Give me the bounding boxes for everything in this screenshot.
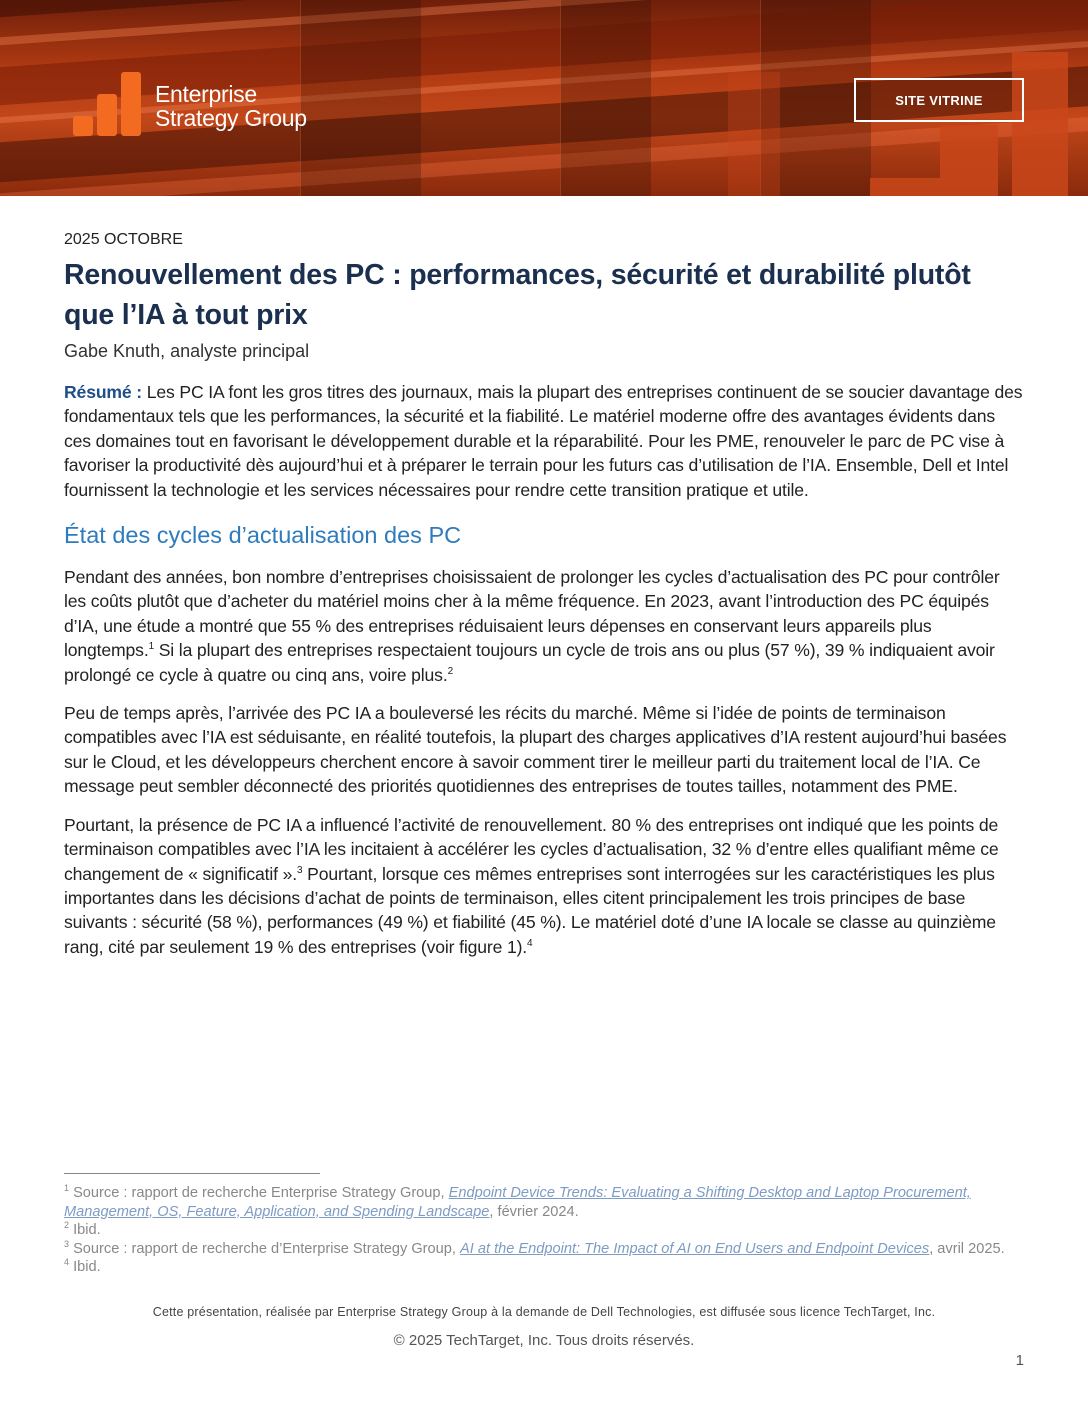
footnote-text: Source : rapport de recherche d’Enterprise Strategy Group, — [69, 1240, 461, 1257]
footnote-number: 2 — [64, 1220, 70, 1231]
bar-chart-logo-icon — [73, 72, 143, 136]
paragraph-2: Peu de temps après, l’arrivée des PC IA a bouleversé les récits du marché. Même si l’idée de points de terminaison compatibles avec l’IA est séduisante, en réalité toutefois, la plupart des charges applicatives d’IA restent aujourd’hui basées sur le Cloud, et les développeurs cherchent encore à savoir comment tirer le meilleur parti du traitement local de l’IA. Ce message peut sembler déconnecté des priorités quotidiennes des entreprises de toutes tailles, notamment des PME. — [64, 703, 1007, 797]
footnote-number: 4 — [64, 1257, 70, 1268]
banner-bar — [1012, 52, 1068, 196]
paragraph-text: Pourtant, la présence de PC IA a influencé l’activité de renouvellement. 80 % des entreprises ont indiqué que les points de terminaison compatibles avec l’IA les incitaient à accélérer les cycles d’actualisation, 32 % d’entre elles qualifiant même ce changement de « significatif ». — [64, 814, 999, 884]
banner-bar — [940, 125, 998, 196]
footnote-ref[interactable]: 4 — [527, 937, 533, 949]
logo-line-1: Enterprise — [155, 81, 257, 107]
footnote-link[interactable]: Endpoint Device Trends: Evaluating a Shifting Desktop and Laptop Procurement, Management, OS, Feature, Application, and Spending Landscape — [64, 1185, 971, 1220]
paragraph-text: Pendant des années, bon nombre d’entreprises choisissaient de prolonger les cycles d’actualisation des PC pour contrôler les coûts plutôt que d’acheter du matériel moins cher à la même fréquence. En 2023, avant l’introduction des PC équipés d’IA, une étude a montré que 55 % des entreprises réduisaient leurs dépenses en conservant leurs appareils plus longtemps. — [64, 567, 1000, 661]
banner-panel — [300, 0, 421, 196]
site-vitrine-badge[interactable]: SITE VITRINE — [854, 78, 1024, 122]
paragraph-1 — [64, 565, 1024, 687]
footnote-ref[interactable]: 2 — [447, 665, 453, 677]
publication-date: 2025 OCTOBRE — [64, 231, 183, 248]
footnote-item — [64, 1240, 1024, 1259]
paragraph-text: Si la plupart des entreprises respectaient toujours un cycle de trois ans ou plus (57 %), 39 % indiquaient avoir prolongé ce cycle à quatre ou cinq ans, voire plus. — [64, 640, 995, 685]
footnote-item — [64, 1221, 1024, 1240]
footnote-item — [64, 1258, 1024, 1277]
footnote-ref[interactable]: 3 — [297, 864, 303, 876]
footnote-link[interactable]: AI at the Endpoint: The Impact of AI on End Users and Endpoint Devices — [460, 1240, 930, 1257]
paragraph-text: Pourtant, lorsque ces mêmes entreprises sont interrogées sur les caractéristiques les plus importantes dans les décisions d’achat de points de terminaison, elles citent principalement les trois principes de base suivants : sécurité (58 %), performances (49 %) et fiabilité (45 %). Le matériel doté d’une IA locale se classe au quinzième rang, cité par seulement 19 % des entreprises (voir figure 1). — [64, 863, 996, 957]
paragraph-3 — [64, 813, 1024, 959]
footnote-item — [64, 1184, 1024, 1221]
logo-wordmark — [155, 82, 307, 136]
page-title: Renouvellement des PC : performances, sécurité et durabilité plutôt que l’IA à tout prix — [64, 259, 971, 331]
banner-bar — [870, 178, 940, 196]
section-heading: État des cycles d’actualisation des PC — [64, 522, 462, 549]
footnote-text: Ibid. — [69, 1259, 101, 1275]
page-number: 1 — [1015, 1352, 1024, 1369]
summary-label: Résumé : — [64, 382, 142, 402]
summary-text: Les PC IA font les gros titres des journaux, mais la plupart des entreprises continuent de se soucier davantage des fondamentaux tels que les performances, la sécurité et la fiabilité. Le matériel moderne offre des avantages évidents dans ces domaines tout en favorisant le développement durable et la réparabilité. Pour les PME, renouveler le parc de PC vise à favoriser la productivité dès aujourd’hui et à préparer le terrain pour les futurs cas d’utilisation de l’IA. Ensemble, Dell et Intel fournissent la technologie et les services nécessaires pour rendre cette transition pratique et utile. — [64, 382, 1023, 500]
footnote-text: Source : rapport de recherche Enterprise Strategy Group, — [69, 1185, 449, 1201]
footnote-text: Ibid. — [69, 1222, 101, 1238]
summary-paragraph — [64, 380, 1024, 502]
footnote-text: , avril 2025. — [929, 1240, 1005, 1257]
footnote-divider — [64, 1173, 320, 1174]
esg-logo[interactable] — [73, 72, 307, 136]
author-line: Gabe Knuth, analyste principal — [64, 341, 310, 361]
copyright: © 2025 TechTarget, Inc. Tous droits réservés. — [393, 1332, 695, 1349]
article-body — [64, 231, 1024, 973]
footnote-number: 1 — [64, 1183, 70, 1194]
banner-panel — [560, 0, 651, 196]
footnote-ref[interactable]: 1 — [148, 641, 154, 653]
footnote-text: , février 2024. — [489, 1203, 579, 1220]
footnotes — [64, 1184, 1024, 1277]
license-notice: Cette présentation, réalisée par Enterprise Strategy Group à la demande de Dell Technologies, est diffusée sous licence TechTarget, Inc. — [152, 1305, 936, 1319]
footnote-number: 3 — [64, 1238, 70, 1249]
banner-bar — [728, 72, 780, 196]
header-banner — [0, 0, 1088, 196]
logo-line-2: Strategy Group — [155, 105, 307, 131]
